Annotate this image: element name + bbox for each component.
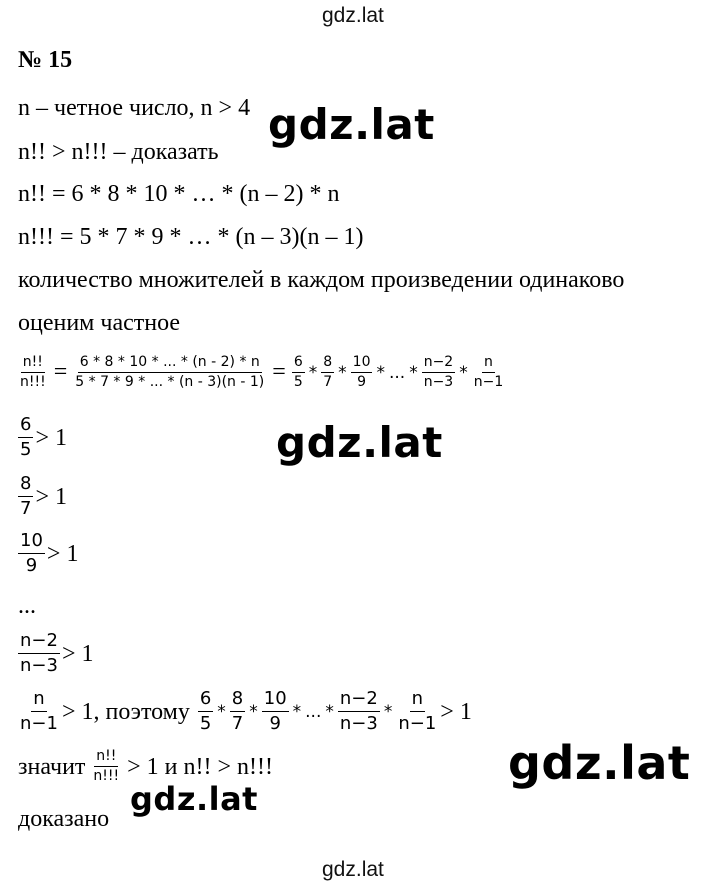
- watermark: gdz.lat: [276, 418, 443, 467]
- estimate-line: оценим частное: [18, 310, 181, 336]
- product-inequality-row: $\frac{n}{n-1}$ > 1 , поэтому $\frac{6}{5}$ * $\frac{8}{7}$ * $\frac{10}{9}$ * ... * $\frac{n-2}{n-3}$ * $\frac{n}{n-1}$ > 1: [20, 688, 472, 734]
- proved-line: доказано: [18, 806, 110, 832]
- site-footer: gdz.lat: [322, 858, 384, 881]
- task-number: № 15: [18, 47, 73, 73]
- inequality-row: $\frac{8}{7}$ > 1: [20, 473, 67, 519]
- factors-count-line: количество множителей в каждом произведении одинаково: [18, 267, 625, 293]
- double-factorial-line: n!! = 6 * 8 * 10 * … * (n – 2) * n: [18, 181, 340, 207]
- triple-factorial-line: n!!! = 5 * 7 * 9 * … * (n – 3)(n – 1): [18, 224, 364, 250]
- ellipsis: ...: [18, 593, 36, 619]
- watermark: gdz.lat: [130, 780, 258, 818]
- factor-fraction: $\frac{6}{5}$: [293, 354, 303, 390]
- conclusion-line: значит $\frac{n!!}{n!!!}$ > 1 и n!! > n!!!: [18, 748, 274, 784]
- inequality-row: $\frac{10}{9}$ > 1: [20, 530, 79, 576]
- factor-fraction: $\frac{n}{n-1}$: [473, 354, 504, 390]
- factor-fraction: $\frac{8}{7}$: [323, 354, 333, 390]
- quotient-equation: $\frac{n!!}{n!!!}$ = $\frac{6 * 8 * 10 * ... * (n - 2) * n}{5 * 7 * 9 * ... * (n - 3)(n - 1)}$ = $\frac{6}{5}$ * $\frac{8}{7}$ * $\frac{10}{9}$ * ... * $\frac{n-2}{n-3}$ * $\frac{n}{n-1}$: [20, 354, 504, 390]
- factor-fraction: $\frac{n-2}{n-3}$: [423, 354, 454, 390]
- site-header: gdz.lat: [322, 4, 384, 27]
- goal-line: n!! > n!!! – доказать: [18, 139, 219, 165]
- watermark: gdz.lat: [508, 736, 691, 790]
- inequality-row: $\frac{6}{5}$ > 1: [20, 414, 67, 460]
- watermark: gdz.lat: [268, 100, 435, 149]
- inequality-row: $\frac{n-2}{n-3}$ > 1: [20, 630, 94, 676]
- factor-fraction: $\frac{10}{9}$: [352, 354, 371, 390]
- lhs-fraction: $\frac{n!!}{n!!!}$: [20, 354, 46, 390]
- product-fraction: $\frac{6 * 8 * 10 * ... * (n - 2) * n}{5 * 7 * 9 * ... * (n - 3)(n - 1)}$: [75, 354, 265, 390]
- condition-line: n – четное число, n > 4: [18, 95, 251, 121]
